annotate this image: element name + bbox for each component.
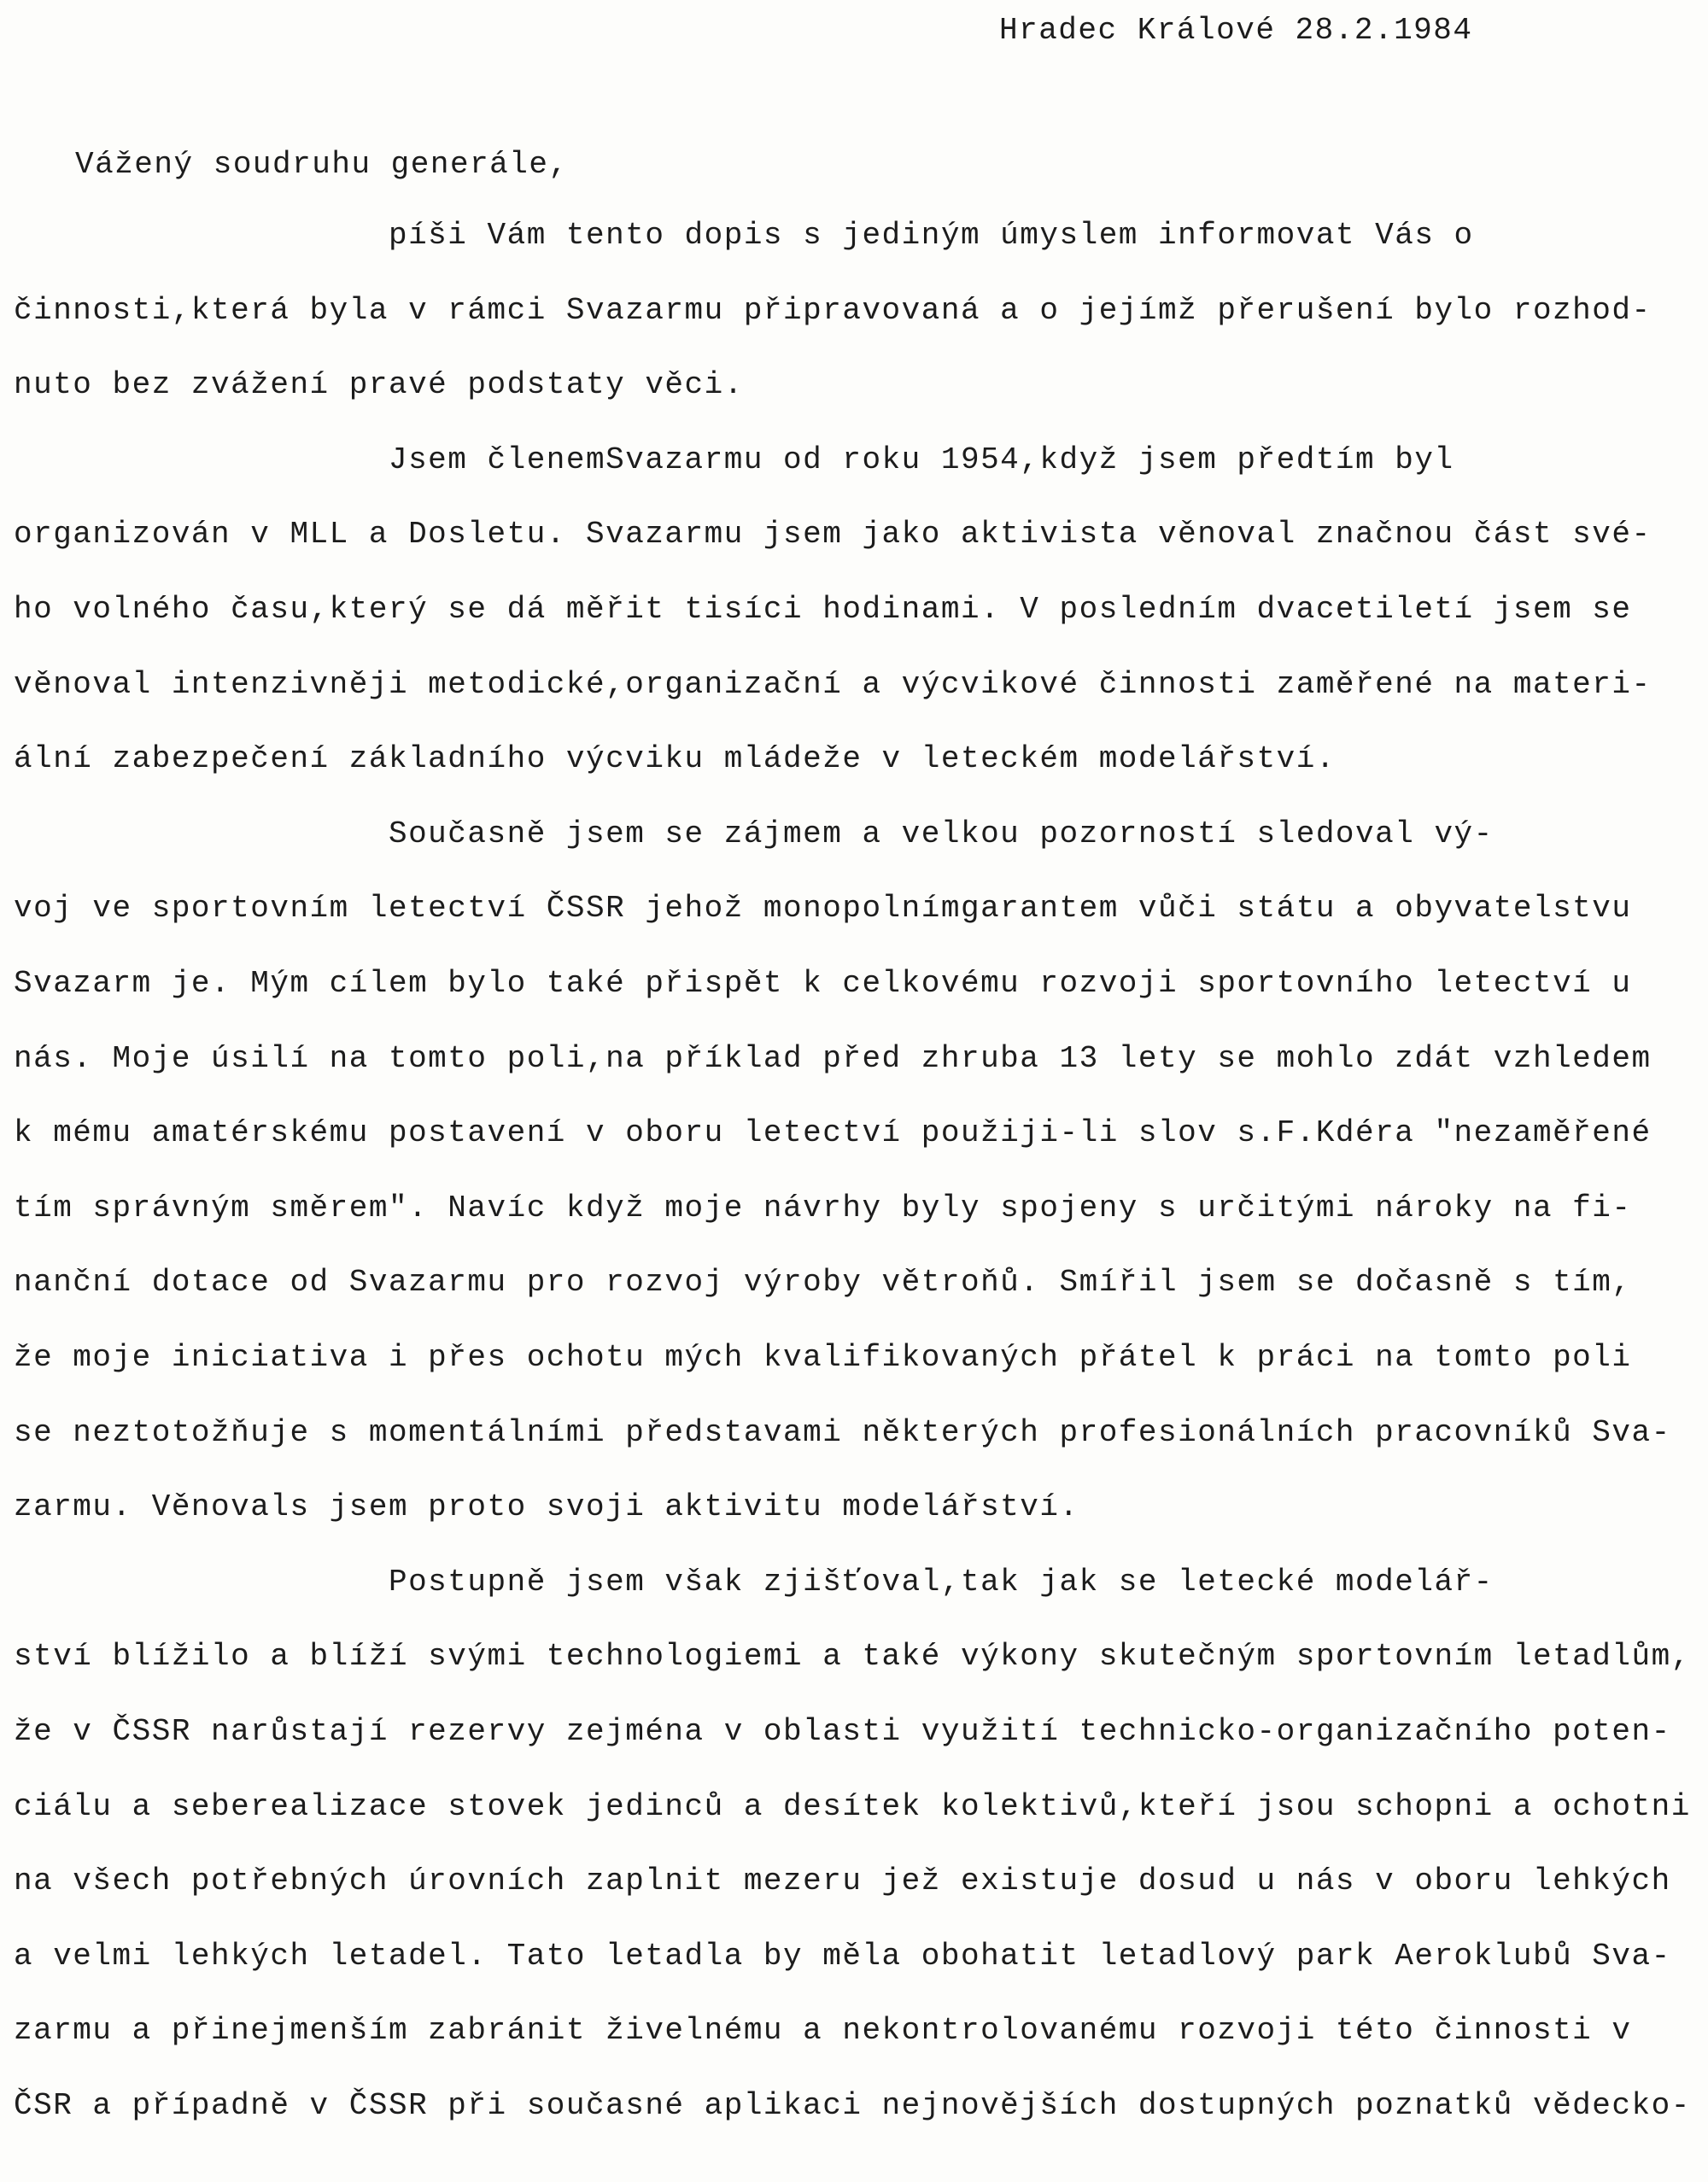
place-date: Hradec Králové 28.2.1984 bbox=[999, 13, 1473, 48]
salutation: Vážený soudruhu generále, bbox=[75, 147, 569, 182]
letter-line: tím správným směrem". Navíc když moje návrhy byly spojeny s určitými nároky na fi- bbox=[14, 1190, 1632, 1226]
letter-line: voj ve sportovním letectví ČSSR jehož monopolnímgarantem vůči státu a obyvatelstvu bbox=[14, 891, 1632, 926]
letter-line: píši Vám tento dopis s jediným úmyslem informovat Vás o bbox=[14, 218, 1474, 253]
letter-line: ČSR a případně v ČSSR při současné aplikaci nejnovějších dostupných poznatků vědecko- bbox=[14, 2088, 1691, 2123]
letter-line: ciálu a seberealizace stovek jedinců a desítek kolektivů,kteří jsou schopni a ochotni bbox=[14, 1789, 1691, 1824]
letter-line: Současně jsem se zájmem a velkou pozorností sledoval vý- bbox=[14, 816, 1494, 851]
letter-line: nanční dotace od Svazarmu pro rozvoj výroby větroňů. Smířil jsem se dočasně s tím, bbox=[14, 1265, 1632, 1300]
letter-line: zarmu a přinejmenším zabránit živelnému a nekontrolovanému rozvoji této činnosti v bbox=[14, 2013, 1632, 2048]
letter-line: k mému amatérskému postavení v oboru letectví použiji-li slov s.F.Kdéra "nezaměřené bbox=[14, 1115, 1652, 1150]
letter-line: nás. Moje úsilí na tomto poli,na příklad před zhruba 13 lety se mohlo zdát vzhledem bbox=[14, 1041, 1652, 1076]
letter-line: Svazarm je. Mým cílem bylo také přispět k celkovému rozvoji sportovního letectví u bbox=[14, 966, 1632, 1001]
letter-line: činnosti,která byla v rámci Svazarmu připravovaná a o jejímž přerušení bylo rozhod- bbox=[14, 293, 1652, 328]
letter-line: ství blížilo a blíží svými technologiemi a také výkony skutečným sportovním letadlům, bbox=[14, 1639, 1691, 1674]
letter-line: nuto bez zvážení pravé podstaty věci. bbox=[14, 367, 744, 402]
letter-line: že v ČSSR narůstají rezervy zejména v oblasti využití technicko-organizačního poten- bbox=[14, 1714, 1671, 1749]
letter-line: organizován v MLL a Dosletu. Svazarmu jsem jako aktivista věnoval značnou část své- bbox=[14, 517, 1652, 552]
letter-line: Postupně jsem však zjišťoval,tak jak se letecké modelář- bbox=[14, 1565, 1494, 1600]
letter-line: že moje iniciativa i přes ochotu mých kvalifikovaných přátel k práci na tomto poli bbox=[14, 1340, 1632, 1375]
letter-line: Jsem členemSvazarmu od roku 1954,když jsem předtím byl bbox=[14, 442, 1454, 477]
letter-line: ální zabezpečení základního výcviku mládeže v leteckém modelářství. bbox=[14, 741, 1336, 776]
letter-line: věnoval intenzivněji metodické,organizační a výcvikové činnosti zaměřené na materi- bbox=[14, 667, 1652, 702]
letter-line: ho volného času,který se dá měřit tisíci hodinami. V posledním dvacetiletí jsem se bbox=[14, 592, 1632, 627]
letter-line: zarmu. Věnovals jsem proto svoji aktivitu modelářství. bbox=[14, 1489, 1079, 1524]
letter-line: na všech potřebných úrovních zaplnit mezeru jež existuje dosud u nás v oboru lehkých bbox=[14, 1863, 1671, 1898]
letter-line: se neztotožňuje s momentálními představami některých profesionálních pracovníků Sva- bbox=[14, 1415, 1671, 1450]
letter-line: a velmi lehkých letadel. Tato letadla by měla obohatit letadlový park Aeroklubů Sva- bbox=[14, 1939, 1671, 1974]
